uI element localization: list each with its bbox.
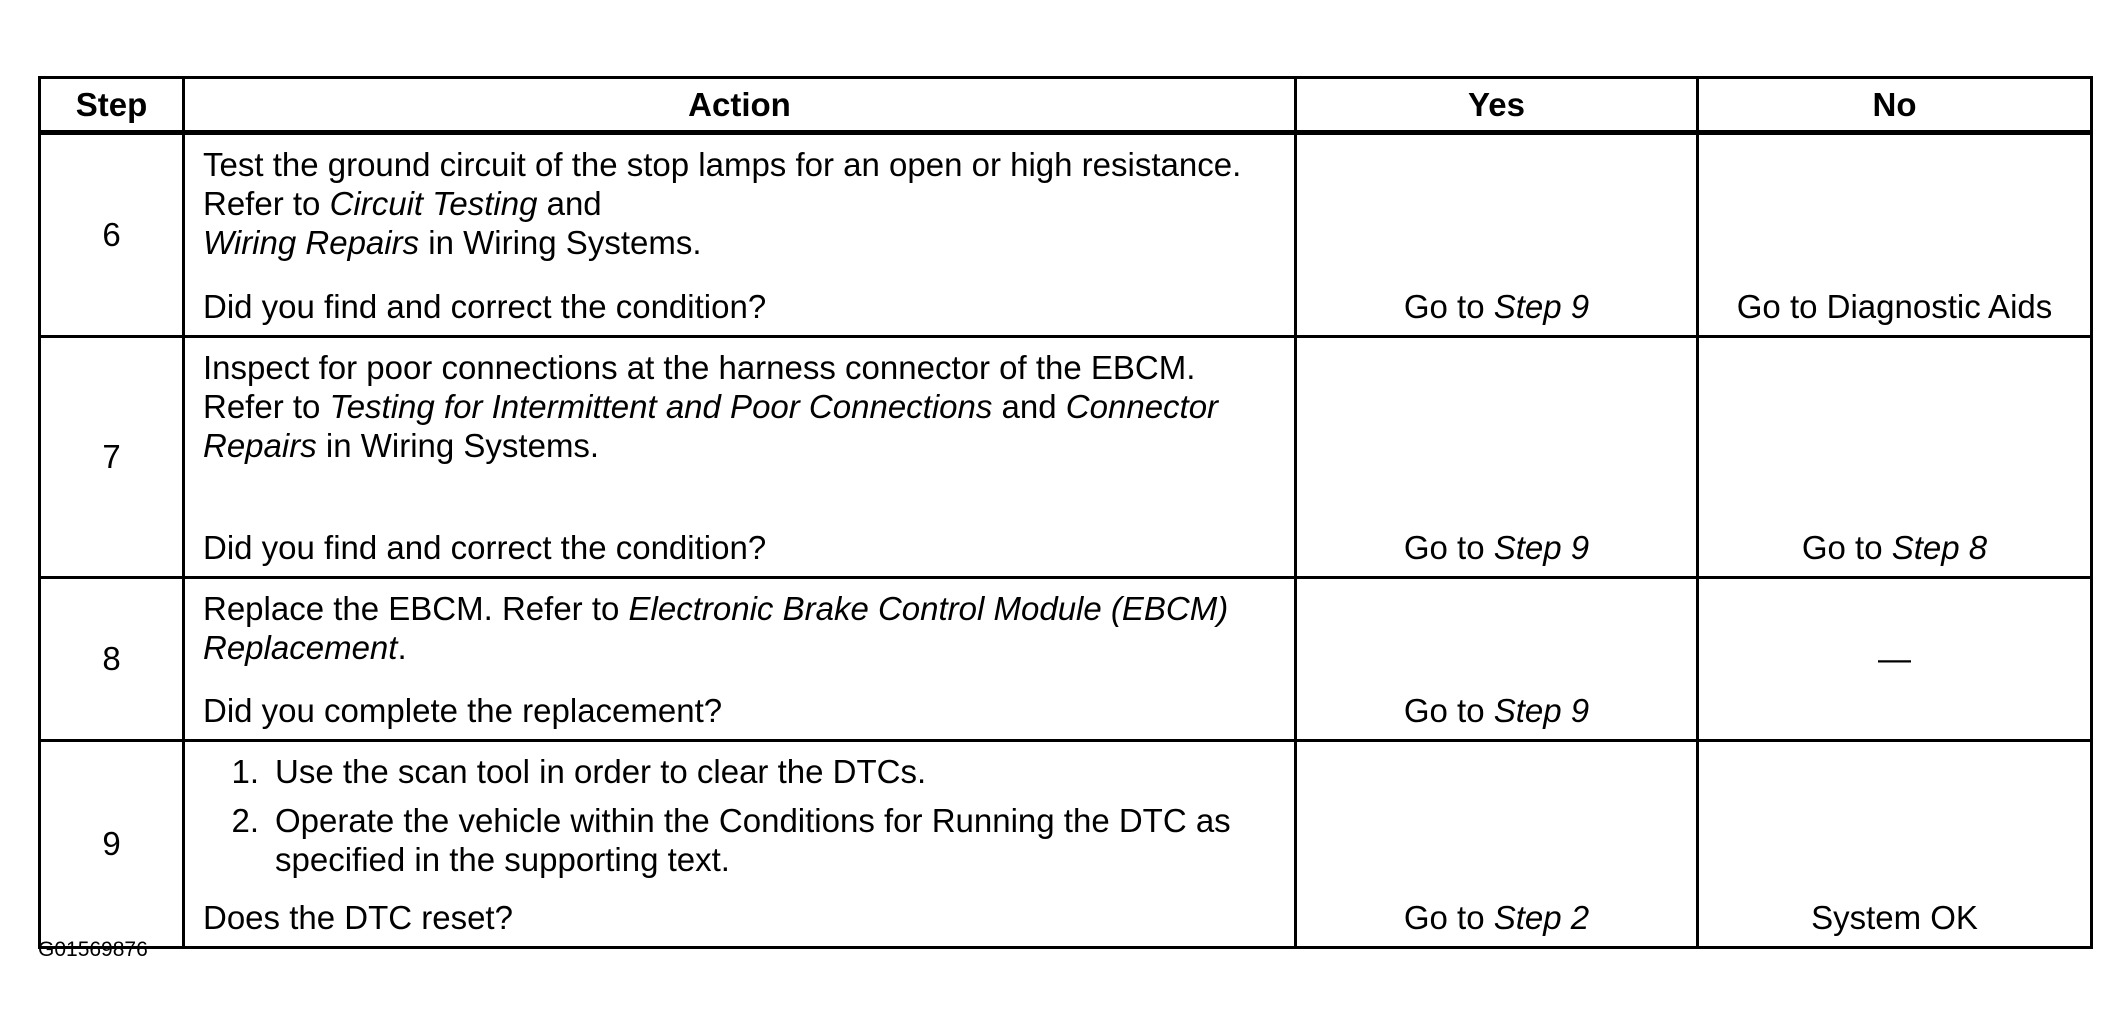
list-item — [203, 752, 1284, 791]
yes-result — [1296, 337, 1698, 578]
action-text-part: and — [992, 388, 1066, 425]
list-item-text: Use the scan tool in order to clear the DTCs. — [275, 753, 927, 790]
yes-result — [1296, 741, 1698, 948]
action-reference: Testing for Intermittent and Poor Connections — [329, 388, 993, 425]
question-text: Did you find and correct the condition? — [203, 288, 767, 325]
yes-prefix: Go to — [1403, 899, 1494, 936]
no-result — [1698, 741, 2092, 948]
no-prefix: System OK — [1811, 899, 1978, 936]
header-action: Action — [184, 78, 1296, 133]
table-header-row — [40, 78, 2092, 133]
diagnostic-table — [38, 76, 2093, 949]
step-number: 7 — [40, 337, 184, 578]
table-row — [40, 337, 2092, 578]
list-item — [203, 801, 1284, 879]
action-text — [203, 348, 1284, 465]
no-result — [1698, 133, 2092, 337]
table-row — [40, 741, 2092, 948]
figure-id-caption: G01569876 — [38, 938, 148, 961]
table-row — [40, 133, 2092, 337]
action-cell — [184, 578, 1296, 741]
action-reference: Wiring Repairs — [203, 224, 420, 261]
list-item-text: Operate the vehicle within the Conditions for Running the DTC as specified in the supporting text. — [275, 802, 1231, 878]
question-text: Did you find and correct the condition? — [203, 529, 767, 566]
list-item-number: 1. — [231, 753, 259, 790]
header-yes: Yes — [1296, 78, 1698, 133]
no-prefix: Go to — [1801, 529, 1892, 566]
yes-prefix: Go to — [1403, 288, 1494, 325]
procedure-list — [203, 752, 1284, 889]
yes-step-reference: Step 9 — [1493, 529, 1590, 566]
no-step-reference: Step 8 — [1891, 529, 1988, 566]
table-row — [40, 578, 2092, 741]
step-number: 6 — [40, 133, 184, 337]
question-text: Did you complete the replacement? — [203, 692, 723, 729]
action-reference: Circuit Testing — [329, 185, 538, 222]
action-text — [203, 589, 1284, 667]
no-dash: — — [1878, 640, 1911, 677]
action-cell — [184, 133, 1296, 337]
no-result — [1698, 337, 2092, 578]
yes-step-reference: Step 9 — [1493, 288, 1590, 325]
no-prefix: Go to Diagnostic Aids — [1736, 288, 2053, 325]
question-text: Does the DTC reset? — [203, 899, 513, 936]
action-text-part: and — [537, 185, 602, 222]
action-text — [203, 145, 1284, 262]
header-step: Step — [40, 78, 184, 133]
yes-result — [1296, 133, 1698, 337]
action-text-part: in Wiring Systems. — [316, 427, 600, 464]
action-text-part: in Wiring Systems. — [419, 224, 702, 261]
action-text-part: Test the ground circuit of the stop lamps for an open or high resistance. Refer to — [203, 146, 1242, 222]
yes-step-reference: Step 9 — [1493, 692, 1590, 729]
action-reference: Electronic Brake Control Module (EBCM) Replacement — [203, 590, 1229, 666]
step-number: 9 — [40, 741, 184, 948]
yes-step-reference: Step 2 — [1493, 899, 1590, 936]
action-text-part: . — [397, 629, 407, 666]
step-number: 8 — [40, 578, 184, 741]
yes-result — [1296, 578, 1698, 741]
action-reference: Connector Repairs — [203, 388, 1219, 464]
action-text-part: Inspect for poor connections at the harness connector of the EBCM. Refer to — [203, 349, 1196, 425]
header-no: No — [1698, 78, 2092, 133]
yes-prefix: Go to — [1403, 692, 1494, 729]
action-text-part: Replace the EBCM. Refer to — [203, 590, 629, 627]
action-cell — [184, 741, 1296, 948]
no-result — [1698, 578, 2092, 741]
action-cell — [184, 337, 1296, 578]
list-item-number: 2. — [231, 802, 259, 839]
yes-prefix: Go to — [1403, 529, 1494, 566]
